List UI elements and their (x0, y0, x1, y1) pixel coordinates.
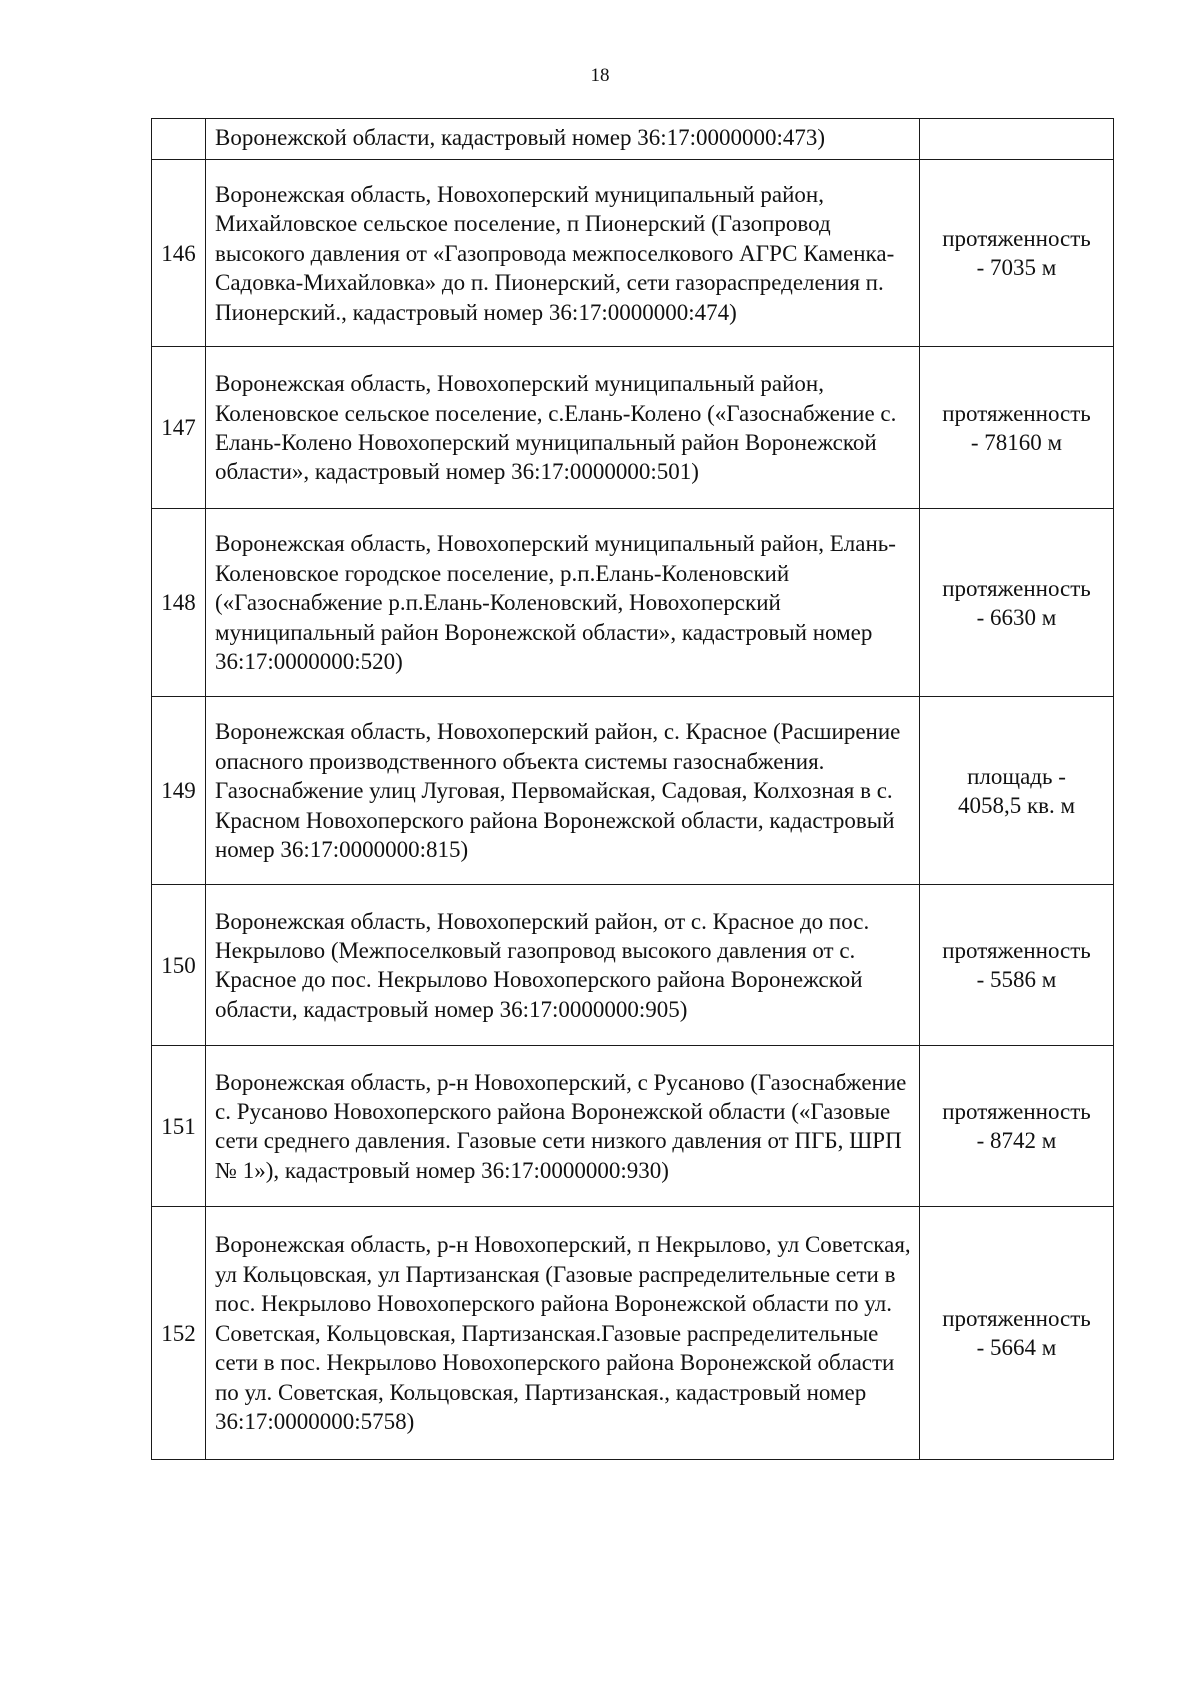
row-number: 151 (161, 1113, 196, 1139)
size-label: протяженность (942, 1306, 1091, 1331)
size-value: - 6630 м (976, 604, 1057, 630)
size-label: протяженность (942, 400, 1091, 426)
size-label: протяженность (942, 1099, 1091, 1124)
row-number-cell (152, 119, 206, 160)
row-size-cell (920, 1207, 1114, 1460)
row-description-cell: Воронежская область, р-н Новохоперский, п Некрылово, ул Советская, ул Кольцовская, ул Партизанская (Газовые распределительные сети в пос. Некрылово Новохоперского района Воронежской области по ул. Советская, Кольцовская, Партизанская.Газовые распределительные сети в пос. Некрылово Новохоперского района Воронежской области по ул. Советская, Кольцовская, Партизанская., кадастровый номер 36:17:0000000:5758) (206, 1207, 920, 1460)
table-row (152, 1207, 1114, 1460)
row-size-cell (920, 119, 1114, 160)
row-number: 150 (161, 952, 196, 978)
row-size-cell (920, 347, 1114, 509)
row-number-cell (152, 509, 206, 697)
table-row (152, 885, 1114, 1046)
row-size-cell (920, 509, 1114, 697)
row-number: 149 (161, 778, 196, 804)
row-number: 147 (161, 415, 196, 441)
table-row (152, 697, 1114, 885)
row-number-cell (152, 1046, 206, 1207)
row-size-cell (920, 1046, 1114, 1207)
table-row (152, 1046, 1114, 1207)
row-description-cell: Воронежская область, Новохоперский муниципальный район, Михайловское сельское поселение, п Пионерский (Газопровод высокого давления от «Газопровода межпоселкового АГРС Каменка-Садовка-Михайловка» до п. Пионерский, сети газораспределения п. Пионерский., кадастровый номер 36:17:0000000:474) (206, 160, 920, 347)
table-row (152, 509, 1114, 697)
row-number-cell (152, 885, 206, 1046)
registry-table (151, 118, 1114, 1460)
row-description-cell: Воронежская область, Новохоперский муниципальный район, Елань-Коленовское городское поселение, р.п.Елань-Коленовский («Газоснабжение р.п.Елань-Коленовский, Новохоперский муниципальный район Воронежской области», кадастровый номер 36:17:0000000:520) (206, 509, 920, 697)
row-number: 148 (161, 590, 196, 616)
row-description-cell: Воронежская область, Новохоперский район, от с. Красное до пос. Некрылово (Межпоселковый газопровод высокого давления от с. Красное до пос. Некрылово Новохоперского района Воронежской области, кадастровый номер 36:17:0000000:905) (206, 885, 920, 1046)
size-value: - 5664 м (976, 1335, 1057, 1361)
table-row-continuation (152, 119, 1114, 160)
row-description-cell: Воронежская область, р-н Новохоперский, с Русаново (Газоснабжение с. Русаново Новохоперского района Воронежской области («Газовые сети среднего давления. Газовые сети низкого давления от ПГБ, ШРП № 1»), кадастровый номер 36:17:0000000:930) (206, 1046, 920, 1207)
table-row (152, 347, 1114, 509)
size-label: протяженность (942, 938, 1091, 963)
row-size-cell (920, 697, 1114, 885)
row-number: 146 (161, 240, 196, 266)
size-value: - 78160 м (970, 429, 1063, 455)
page-number: 18 (590, 65, 610, 86)
row-number-cell (152, 160, 206, 347)
size-label: протяженность (942, 226, 1091, 251)
row-number: 152 (161, 1320, 196, 1346)
table-row (152, 160, 1114, 347)
size-value: 4058,5 кв. м (957, 792, 1076, 818)
row-number-cell (152, 1207, 206, 1460)
row-description-cell: Воронежская область, Новохоперский район, с. Красное (Расширение опасного производственного объекта системы газоснабжения. Газоснабжение улиц Луговая, Первомайская, Садовая, Колхозная в с. Красном Новохоперского района Воронежской области, кадастровый номер 36:17:0000000:815) (206, 697, 920, 885)
row-description-cell: Воронежская область, Новохоперский муниципальный район, Коленовское сельское поселение, с.Елань-Колено («Газоснабжение с. Елань-Колено Новохоперский муниципальный район Воронежской области», кадастровый номер 36:17:0000000:501) (206, 347, 920, 509)
size-value: - 7035 м (976, 255, 1057, 281)
size-value: - 8742 м (976, 1128, 1057, 1154)
row-number-cell (152, 697, 206, 885)
row-size-cell (920, 885, 1114, 1046)
size-label: протяженность (942, 575, 1091, 601)
row-size-cell (920, 160, 1114, 347)
row-number-cell (152, 347, 206, 509)
size-value: - 5586 м (976, 967, 1057, 993)
size-label: площадь - (967, 763, 1066, 789)
row-description-cell: Воронежской области, кадастровый номер 36:17:0000000:473) (206, 119, 920, 160)
